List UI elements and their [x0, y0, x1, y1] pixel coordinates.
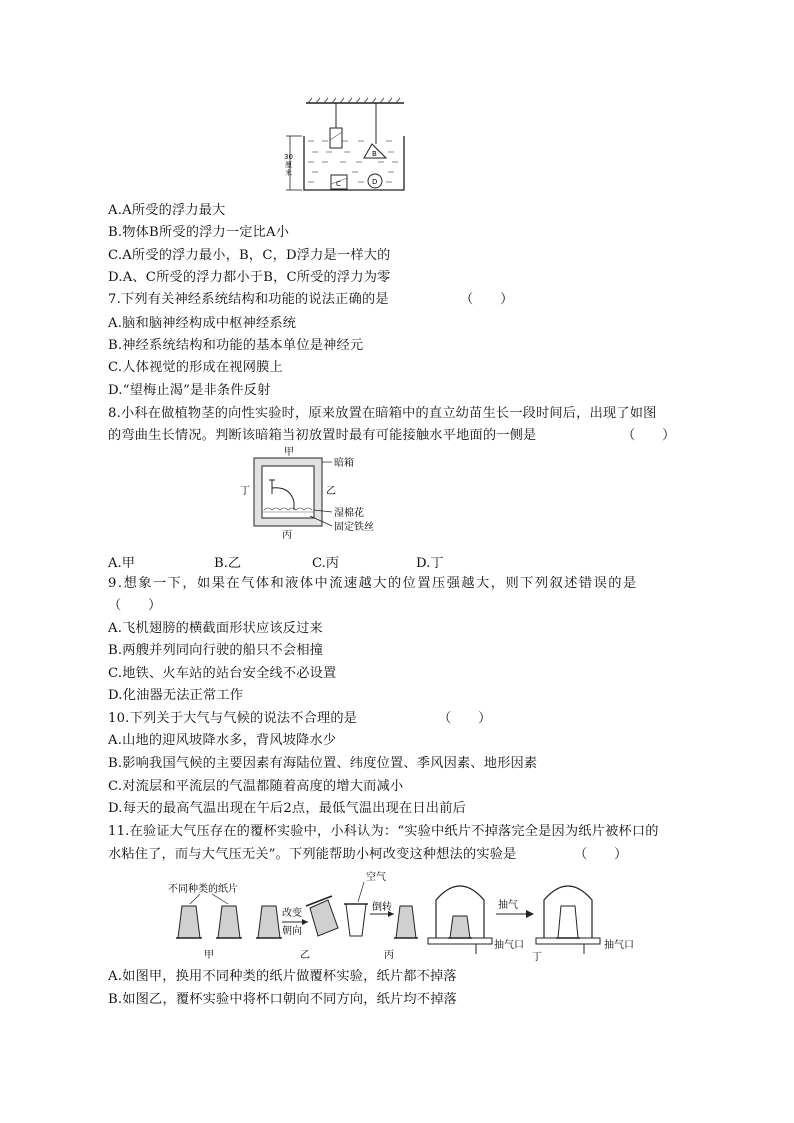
buoyancy-figure [278, 96, 408, 196]
side-bing: 丙 [282, 530, 292, 541]
q7-option-d: D.“望梅止渴”是非条件反射 [108, 383, 271, 398]
q8-stem-line2: 的弯曲生长情况。判断该暗箱当初放置时最有可能接触水平地面的一侧是 [108, 428, 537, 443]
side-ding: 丁 [240, 486, 250, 497]
q8-option-c: C.丙 [312, 556, 339, 571]
q8-option-a: A.甲 [108, 556, 135, 571]
label-change-2: 朝向 [282, 926, 302, 937]
q10-stem: 10.下列关于大气与气候的说法不合理的是 [108, 711, 358, 726]
label-invert: 倒转 [372, 902, 392, 913]
q10-bracket: （ ） [438, 711, 492, 726]
label-outlet-1: 抽气口 [494, 940, 524, 951]
q9-option-d: D.化油器无法正常工作 [108, 688, 244, 703]
label-b: B [372, 150, 377, 158]
label-air: 空气 [366, 872, 386, 883]
q8-option-b: B.乙 [214, 556, 242, 571]
label-bing: 丙 [384, 950, 394, 961]
q6-option-c: C.A所受的浮力最小，B，C，D浮力是一样大的 [108, 248, 391, 263]
q11-option-b: B.如图乙，覆杯实验中将杯口朝向不同方向，纸片均不掉落 [108, 992, 457, 1007]
q8-bracket: （ ） [622, 428, 676, 443]
q10-option-a: A.山地的迎风坡降水多，背风坡降水少 [108, 733, 337, 748]
depth-unit-1: 厘 [285, 161, 292, 169]
label-yi: 乙 [300, 950, 310, 961]
q9-stem-line2: （ ） [108, 598, 162, 613]
q9-option-a: A.飞机翅膀的横截面形状应该反过来 [108, 621, 323, 636]
label-paper-types: 不同种类的纸片 [168, 884, 238, 895]
q9-stem-line1: 9.想象一下，如果在气体和液体中流速越大的位置压强越大，则下列叙述错误的是 [108, 576, 638, 591]
label-ding: 丁 [532, 952, 542, 962]
q7-option-c: C.人体视觉的形成在视网膜上 [108, 360, 283, 375]
side-jia: 甲 [284, 447, 294, 458]
q11-stem-line1: 11.在验证大气压存在的覆杯实验中，小科认为：“实验中纸片不掉落完全是因为纸片被杯口的 [108, 824, 659, 839]
q8-stem-line1: 8.小科在做植物茎的向性实验时，原来放置在暗箱中的直立幼苗生长一段时间后，出现了如图 [108, 406, 657, 421]
seedling-box-figure [232, 446, 402, 542]
q7-stem: 7.下列有关神经系统结构和功能的说法正确的是 [108, 292, 389, 307]
side-yi: 乙 [326, 486, 336, 497]
q11-bracket: （ ） [574, 847, 628, 862]
label-dark-box: 暗箱 [334, 458, 354, 469]
q6-option-b: B.物体B所受的浮力一定比A小 [108, 225, 290, 240]
q11-option-a: A.如图甲，换用不同种类的纸片做覆杯实验，纸片都不掉落 [108, 969, 457, 984]
label-wire: 固定铁丝 [334, 522, 374, 533]
q9-option-b: B.两艘并列同向行驶的船只不会相撞 [108, 643, 324, 658]
label-d: D [372, 178, 378, 186]
q11-stem-line2: 水粘住了，而与大气压无关”。下列能帮助小柯改变这种想法的实验是 [108, 847, 517, 862]
label-outlet-2: 抽气口 [604, 940, 634, 951]
depth-number: 30 [284, 153, 293, 161]
depth-unit-2: 米 [285, 169, 292, 177]
q10-option-b: B.影响我国气候的主要因素有海陆位置、纬度位置、季风因素、地形因素 [108, 756, 538, 771]
label-wet-cotton: 湿棉花 [334, 508, 364, 519]
q10-option-d: D.每天的最高气温出现在午后2点，最低气温出现在日出前后 [108, 801, 466, 816]
q6-option-d: D.A、C所受的浮力都小于B，C所受的浮力为零 [108, 270, 391, 285]
cup-experiment-figure [160, 866, 680, 962]
label-change-1: 改变 [282, 908, 302, 919]
q7-option-a: A.脑和脑神经构成中枢神经系统 [108, 316, 297, 331]
label-c: C [336, 180, 341, 188]
q9-option-c: C.地铁、火车站的站台安全线不必设置 [108, 666, 337, 681]
q8-option-d: D.丁 [416, 556, 444, 571]
q6-option-a: A.A所受的浮力最大 [108, 203, 226, 218]
q7-bracket: （ ） [460, 292, 514, 307]
q7-option-b: B.神经系统结构和功能的基本单位是神经元 [108, 338, 364, 353]
label-jia: 甲 [204, 950, 214, 961]
q10-option-c: C.对流层和平流层的气温都随着高度的增大而减小 [108, 779, 404, 794]
label-pump-air: 抽气 [498, 900, 518, 911]
